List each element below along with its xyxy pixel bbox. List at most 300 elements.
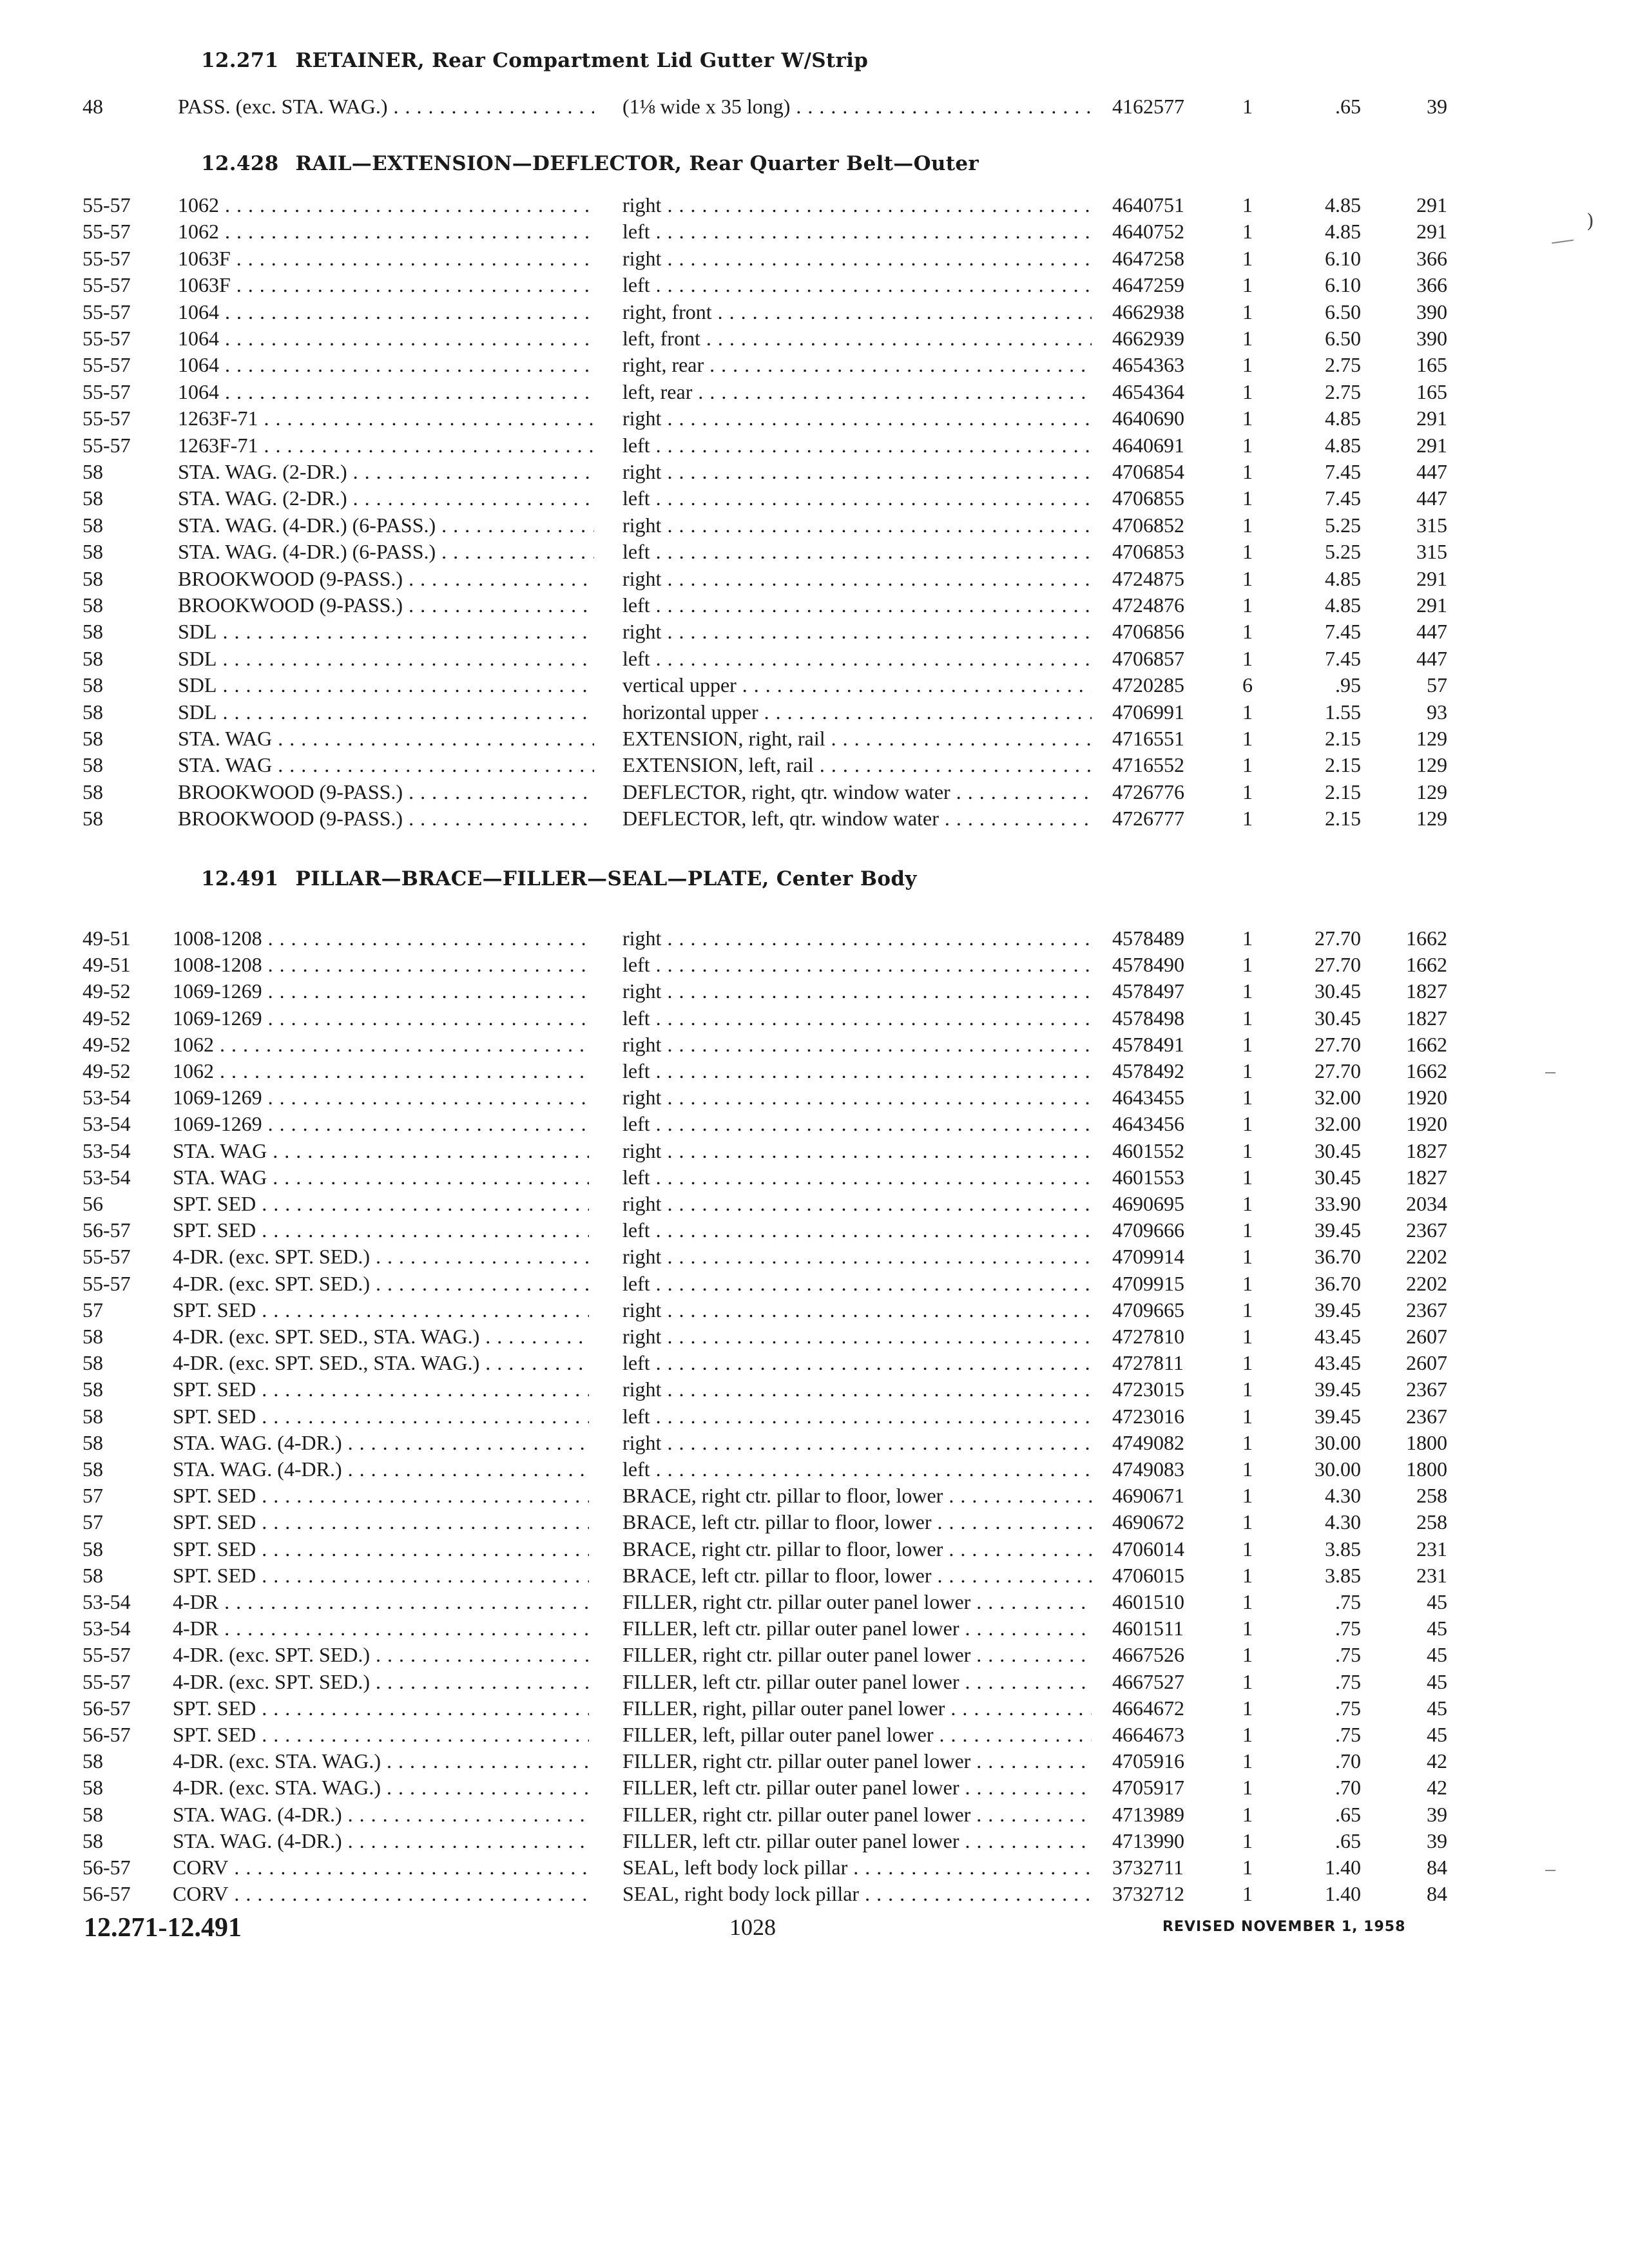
description-cell [622, 1430, 1092, 1456]
description-cell [622, 752, 1092, 778]
quantity-cell: 1 [1242, 593, 1253, 617]
part-number-cell: 4578490 [1112, 953, 1184, 976]
quantity-cell: 1 [1242, 1882, 1253, 1905]
model-cell-text: SPT. SED [173, 1510, 256, 1533]
model-cell-text: 1069-1269 [173, 979, 262, 1003]
price-cell: 1.40 [1325, 1856, 1361, 1879]
model-cell-text: BROOKWOOD (9-PASS.) [178, 593, 403, 617]
price-cell: 4.85 [1325, 407, 1361, 430]
quantity-cell: 1 [1242, 1059, 1253, 1082]
part-number-cell: 4647258 [1112, 247, 1184, 270]
description-cell-text: left [622, 1272, 650, 1295]
description-cell [622, 1642, 1092, 1668]
description-cell [622, 1669, 1092, 1695]
model-cell-text: SPT. SED [173, 1564, 256, 1587]
parts-table-row [0, 1005, 1629, 1032]
package-price-cell: 291 [1416, 193, 1447, 216]
model-cell-text: STA. WAG. (4-DR.) [173, 1803, 342, 1826]
section-heading-text: RAIL—EXTENSION—DEFLECTOR, Rear Quarter Belt—Outer [295, 152, 979, 175]
year-cell: 56-57 [82, 1696, 131, 1720]
model-cell-text: SPT. SED [173, 1484, 256, 1507]
description-cell [622, 1058, 1092, 1084]
year-cell: 55-57 [82, 1272, 131, 1295]
part-number-cell: 4690671 [1112, 1484, 1184, 1507]
year-cell: 55-57 [82, 327, 131, 350]
quantity-cell: 1 [1242, 220, 1253, 243]
price-cell: 39.45 [1315, 1298, 1361, 1321]
year-cell: 58 [82, 1325, 103, 1348]
description-cell [622, 1297, 1092, 1323]
price-cell: 6.50 [1325, 327, 1361, 350]
package-price-cell: 84 [1427, 1856, 1447, 1879]
year-cell: 53-54 [82, 1139, 131, 1162]
package-price-cell: 165 [1416, 353, 1447, 376]
year-cell: 58 [82, 1378, 103, 1401]
description-cell [622, 1005, 1092, 1032]
year-cell: 56 [82, 1192, 103, 1215]
model-cell-text: 4-DR. (exc. SPT. SED.) [173, 1670, 371, 1693]
package-price-cell: 45 [1427, 1643, 1447, 1666]
quantity-cell: 1 [1242, 1033, 1253, 1056]
price-cell: 30.45 [1315, 1139, 1361, 1162]
quantity-cell: 1 [1242, 1617, 1253, 1640]
year-cell: 55-57 [82, 353, 131, 376]
price-cell: .65 [1335, 1803, 1361, 1826]
model-cell [173, 1403, 589, 1430]
year-cell: 49-52 [82, 1033, 131, 1056]
model-cell-text: 1069-1269 [173, 1086, 262, 1109]
model-cell [173, 1350, 589, 1376]
year-cell: 48 [82, 95, 103, 118]
package-price-cell: 1800 [1406, 1431, 1447, 1454]
parts-table-row [0, 1271, 1629, 1297]
model-cell-text: STA. WAG. (4-DR.) (6-PASS.) [178, 540, 436, 563]
description-cell [622, 1138, 1092, 1164]
year-cell: 55-57 [82, 434, 131, 457]
model-cell [173, 1430, 589, 1456]
model-cell-text: STA. WAG. (2-DR.) [178, 460, 347, 483]
part-number-cell: 4640751 [1112, 193, 1184, 216]
model-cell-text: 1062 [178, 220, 219, 243]
package-price-cell: 258 [1416, 1510, 1447, 1533]
parts-table-row [0, 1509, 1629, 1535]
year-cell: 58 [82, 753, 103, 776]
model-cell [173, 1164, 589, 1191]
model-cell-text: BROOKWOOD (9-PASS.) [178, 780, 403, 803]
part-number-cell: 4716552 [1112, 753, 1184, 776]
description-cell [622, 1456, 1092, 1483]
package-price-cell: 2367 [1406, 1298, 1447, 1321]
quantity-cell: 1 [1242, 540, 1253, 563]
parts-table-row [0, 978, 1629, 1004]
description-cell-text: left [622, 1351, 650, 1374]
model-cell-text: 1064 [178, 353, 219, 376]
model-cell-text: CORV [173, 1882, 229, 1905]
quantity-cell: 1 [1242, 1510, 1253, 1533]
year-cell: 58 [82, 673, 103, 697]
model-cell-text: STA. WAG. (2-DR.) [178, 486, 347, 510]
package-price-cell: 2607 [1406, 1325, 1447, 1348]
quantity-cell: 1 [1242, 434, 1253, 457]
part-number-cell: 4601552 [1112, 1139, 1184, 1162]
parts-table-row [0, 1350, 1629, 1376]
quantity-cell: 6 [1242, 673, 1253, 697]
description-cell [622, 485, 1092, 512]
part-number-cell: 4643455 [1112, 1086, 1184, 1109]
year-cell: 56-57 [82, 1723, 131, 1746]
quantity-cell: 1 [1242, 1431, 1253, 1454]
year-cell: 58 [82, 780, 103, 803]
description-cell-text: EXTENSION, right, rail [622, 727, 825, 750]
price-cell: 5.25 [1325, 514, 1361, 537]
model-cell [173, 1032, 589, 1058]
description-cell-text: FILLER, right ctr. pillar outer panel lower [622, 1749, 971, 1773]
model-cell [173, 1589, 589, 1615]
model-cell [173, 1642, 589, 1668]
description-cell-text: right [622, 1033, 662, 1056]
model-cell-text: 4-DR. (exc. SPT. SED.) [173, 1643, 371, 1666]
description-cell [622, 192, 1092, 218]
package-price-cell: 291 [1416, 593, 1447, 617]
parts-table-row [0, 1748, 1629, 1774]
year-cell: 55-57 [82, 407, 131, 430]
model-cell-text: SPT. SED [173, 1218, 256, 1242]
year-cell: 58 [82, 727, 103, 750]
model-cell-text: STA. WAG. (4-DR.) [173, 1829, 342, 1852]
description-cell-text: right [622, 514, 662, 537]
part-number-cell: 4724875 [1112, 567, 1184, 590]
package-price-cell: 39 [1427, 95, 1447, 118]
parts-table-row [0, 218, 1629, 245]
year-cell: 55-57 [82, 220, 131, 243]
year-cell: 58 [82, 1405, 103, 1428]
parts-table-row [0, 485, 1629, 512]
quantity-cell: 1 [1242, 514, 1253, 537]
model-cell-text: 1064 [178, 380, 219, 403]
part-number-cell: 4662939 [1112, 327, 1184, 350]
part-number-cell: 4601510 [1112, 1590, 1184, 1613]
section-title [201, 152, 979, 175]
description-cell-text: left, rear [622, 380, 693, 403]
package-price-cell: 2367 [1406, 1405, 1447, 1428]
description-cell-text: right [622, 1139, 662, 1162]
price-cell: 30.45 [1315, 979, 1361, 1003]
section-number: 12.271 [201, 49, 279, 72]
parts-table-row [0, 1297, 1629, 1323]
price-cell: .75 [1335, 1670, 1361, 1693]
quantity-cell: 1 [1242, 979, 1253, 1003]
description-cell-text: left [622, 434, 650, 457]
quantity-cell: 1 [1242, 1696, 1253, 1720]
quantity-cell: 1 [1242, 460, 1253, 483]
price-cell: 39.45 [1315, 1378, 1361, 1401]
model-cell-text: SDL [178, 673, 217, 697]
year-cell: 58 [82, 1803, 103, 1826]
package-price-cell: 315 [1416, 540, 1447, 563]
model-cell [173, 1005, 589, 1032]
description-cell-text: right [622, 247, 662, 270]
package-price-cell: 1920 [1406, 1112, 1447, 1135]
parts-table-row [0, 1376, 1629, 1403]
quantity-cell: 1 [1242, 1457, 1253, 1481]
footer-revision-date: REVISED NOVEMBER 1, 1958 [1162, 1919, 1406, 1935]
part-number-cell: 4662938 [1112, 300, 1184, 323]
section-heading-text: PILLAR—BRACE—FILLER—SEAL—PLATE, Center Body [295, 867, 917, 890]
year-cell: 55-57 [82, 380, 131, 403]
part-number-cell: 4640691 [1112, 434, 1184, 457]
parts-table-row [0, 672, 1629, 698]
parts-table-row [0, 459, 1629, 485]
model-cell-text: 4-DR [173, 1590, 219, 1613]
part-number-cell: 4690672 [1112, 1510, 1184, 1533]
parts-table-row [0, 1164, 1629, 1191]
description-cell [622, 1802, 1092, 1828]
parts-table-row [0, 1430, 1629, 1456]
parts-table-row [0, 1802, 1629, 1828]
description-cell [622, 1854, 1092, 1881]
description-cell-text: FILLER, right, pillar outer panel lower [622, 1696, 945, 1720]
model-cell [178, 646, 594, 672]
footer-page-number: 1028 [729, 1914, 776, 1940]
package-price-cell: 45 [1427, 1723, 1447, 1746]
parts-table-row [0, 805, 1629, 832]
description-cell [622, 459, 1092, 485]
price-cell: 30.45 [1315, 1006, 1361, 1030]
price-cell: 6.10 [1325, 273, 1361, 296]
year-cell: 58 [82, 514, 103, 537]
part-number-cell: 4654364 [1112, 380, 1184, 403]
year-cell: 58 [82, 540, 103, 563]
quantity-cell: 1 [1242, 1139, 1253, 1162]
model-cell [178, 619, 594, 645]
package-price-cell: 231 [1416, 1537, 1447, 1561]
part-number-cell: 4706854 [1112, 460, 1184, 483]
model-cell-text: STA. WAG. (4-DR.) [173, 1457, 342, 1481]
package-price-cell: 2607 [1406, 1351, 1447, 1374]
description-cell-text: left [622, 1457, 650, 1481]
quantity-cell: 1 [1242, 1776, 1253, 1799]
model-cell [178, 592, 594, 619]
year-cell: 58 [82, 1431, 103, 1454]
part-number-cell: 4706855 [1112, 486, 1184, 510]
part-number-cell: 4640690 [1112, 407, 1184, 430]
parts-table-row [0, 1562, 1629, 1589]
quantity-cell: 1 [1242, 1218, 1253, 1242]
package-price-cell: 129 [1416, 753, 1447, 776]
part-number-cell: 4709915 [1112, 1272, 1184, 1295]
part-number-cell: 4706015 [1112, 1564, 1184, 1587]
model-cell [173, 925, 589, 952]
price-cell: 30.00 [1315, 1431, 1361, 1454]
description-cell-text: vertical upper [622, 673, 737, 697]
description-cell-text: FILLER, left, pillar outer panel lower [622, 1723, 934, 1746]
model-cell [178, 459, 594, 485]
model-cell [178, 245, 594, 272]
part-number-cell: 4724876 [1112, 593, 1184, 617]
model-cell [173, 1058, 589, 1084]
model-cell [173, 1669, 589, 1695]
part-number-cell: 4723016 [1112, 1405, 1184, 1428]
part-number-cell: 4726777 [1112, 807, 1184, 830]
price-cell: 1.55 [1325, 700, 1361, 724]
package-price-cell: 45 [1427, 1696, 1447, 1720]
description-cell-text: BRACE, right ctr. pillar to floor, lower [622, 1537, 943, 1561]
description-cell-text: FILLER, left ctr. pillar outer panel lower [622, 1776, 959, 1799]
year-cell: 55-57 [82, 193, 131, 216]
price-cell: 2.15 [1325, 753, 1361, 776]
model-cell-text: 4-DR [173, 1617, 219, 1640]
package-price-cell: 390 [1416, 327, 1447, 350]
parts-table-row [0, 352, 1629, 378]
year-cell: 49-51 [82, 953, 131, 976]
description-cell-text: left [622, 1006, 650, 1030]
model-cell [178, 512, 594, 539]
model-cell-text: SPT. SED [173, 1696, 256, 1720]
description-cell [622, 379, 1092, 405]
quantity-cell: 1 [1242, 1405, 1253, 1428]
model-cell-text: 4-DR. (exc. SPT. SED., STA. WAG.) [173, 1325, 480, 1348]
parts-table-row [0, 1615, 1629, 1642]
package-price-cell: 2367 [1406, 1378, 1447, 1401]
package-price-cell: 231 [1416, 1564, 1447, 1587]
year-cell: 55-57 [82, 273, 131, 296]
year-cell: 49-51 [82, 927, 131, 950]
price-cell: 2.15 [1325, 807, 1361, 830]
model-cell-text: SPT. SED [173, 1192, 256, 1215]
description-cell-text: BRACE, left ctr. pillar to floor, lower [622, 1564, 932, 1587]
year-cell: 58 [82, 1351, 103, 1374]
description-cell [622, 93, 1092, 120]
model-cell [178, 752, 594, 778]
quantity-cell: 1 [1242, 567, 1253, 590]
price-cell: 2.75 [1325, 380, 1361, 403]
quantity-cell: 1 [1242, 407, 1253, 430]
parts-table-row [0, 1191, 1629, 1217]
year-cell: 56-57 [82, 1882, 131, 1905]
price-cell: 33.90 [1315, 1192, 1361, 1215]
description-cell-text: right [622, 1245, 662, 1268]
year-cell: 55-57 [82, 1670, 131, 1693]
package-price-cell: 42 [1427, 1749, 1447, 1773]
package-price-cell: 2367 [1406, 1218, 1447, 1242]
model-cell [178, 805, 594, 832]
part-number-cell: 4667526 [1112, 1643, 1184, 1666]
quantity-cell: 1 [1242, 700, 1253, 724]
description-cell [622, 566, 1092, 592]
year-cell: 58 [82, 1537, 103, 1561]
description-cell [622, 1032, 1092, 1058]
year-cell: 55-57 [82, 247, 131, 270]
description-cell [622, 646, 1092, 672]
description-cell-text: FILLER, right ctr. pillar outer panel lower [622, 1643, 971, 1666]
description-cell-text: right, front [622, 300, 712, 323]
price-cell: .75 [1335, 1643, 1361, 1666]
model-cell-text: 1008-1208 [173, 953, 262, 976]
part-number-cell: 4643456 [1112, 1112, 1184, 1135]
description-cell [622, 1722, 1092, 1748]
description-cell-text: FILLER, right ctr. pillar outer panel lower [622, 1803, 971, 1826]
year-cell: 58 [82, 1564, 103, 1587]
year-cell: 58 [82, 620, 103, 643]
description-cell [622, 325, 1092, 352]
year-cell: 58 [82, 460, 103, 483]
year-cell: 58 [82, 567, 103, 590]
package-price-cell: 45 [1427, 1590, 1447, 1613]
package-price-cell: 447 [1416, 647, 1447, 670]
price-cell: 30.45 [1315, 1166, 1361, 1189]
price-cell: 7.45 [1325, 647, 1361, 670]
page-footer [0, 1912, 1629, 1951]
year-cell: 56-57 [82, 1856, 131, 1879]
description-cell [622, 1748, 1092, 1774]
model-cell [173, 1615, 589, 1642]
quantity-cell: 1 [1242, 1564, 1253, 1587]
description-cell [622, 1509, 1092, 1535]
quantity-cell: 1 [1242, 1723, 1253, 1746]
year-cell: 57 [82, 1510, 103, 1533]
parts-table-row [0, 1695, 1629, 1722]
package-price-cell: 291 [1416, 220, 1447, 243]
quantity-cell: 1 [1242, 1829, 1253, 1852]
parts-table-row [0, 1881, 1629, 1907]
quantity-cell: 1 [1242, 1192, 1253, 1215]
model-cell-text: STA. WAG [173, 1139, 267, 1162]
model-cell-text: BROOKWOOD (9-PASS.) [178, 807, 403, 830]
package-price-cell: 291 [1416, 567, 1447, 590]
package-price-cell: 93 [1427, 700, 1447, 724]
model-cell-text: 1063F [178, 247, 231, 270]
parts-table-row [0, 192, 1629, 218]
parts-table-row [0, 1722, 1629, 1748]
parts-table-row [0, 1058, 1629, 1084]
description-cell [622, 672, 1092, 698]
year-cell: 49-52 [82, 1006, 131, 1030]
model-cell [178, 405, 594, 432]
parts-table-row [0, 699, 1629, 726]
price-cell: 27.70 [1315, 1033, 1361, 1056]
price-cell: 32.00 [1315, 1086, 1361, 1109]
description-cell [622, 726, 1092, 752]
model-cell [178, 93, 594, 120]
model-cell [178, 779, 594, 805]
parts-table-row [0, 1483, 1629, 1509]
margin-mark [1545, 1870, 1556, 1871]
description-cell-text: FILLER, left ctr. pillar outer panel lower [622, 1670, 959, 1693]
model-cell-text: SPT. SED [173, 1723, 256, 1746]
description-cell-text: left [622, 1059, 650, 1082]
description-cell-text: horizontal upper [622, 700, 758, 724]
description-cell-text: FILLER, left ctr. pillar outer panel lower [622, 1829, 959, 1852]
part-number-cell: 4706852 [1112, 514, 1184, 537]
part-number-cell: 4726776 [1112, 780, 1184, 803]
section-number: 12.491 [201, 867, 279, 890]
quantity-cell: 1 [1242, 927, 1253, 950]
parts-table-row [0, 1456, 1629, 1483]
package-price-cell: 129 [1416, 727, 1447, 750]
model-cell [173, 1828, 589, 1854]
model-cell-text: SDL [178, 647, 217, 670]
parts-table-row [0, 1138, 1629, 1164]
package-price-cell: 1662 [1406, 953, 1447, 976]
parts-table-row [0, 272, 1629, 298]
description-cell-text: left, front [622, 327, 700, 350]
price-cell: .95 [1335, 673, 1361, 697]
quantity-cell: 1 [1242, 1245, 1253, 1268]
package-price-cell: 1827 [1406, 1006, 1447, 1030]
margin-mark: ) [1586, 210, 1594, 233]
model-cell [173, 1271, 589, 1297]
package-price-cell: 390 [1416, 300, 1447, 323]
